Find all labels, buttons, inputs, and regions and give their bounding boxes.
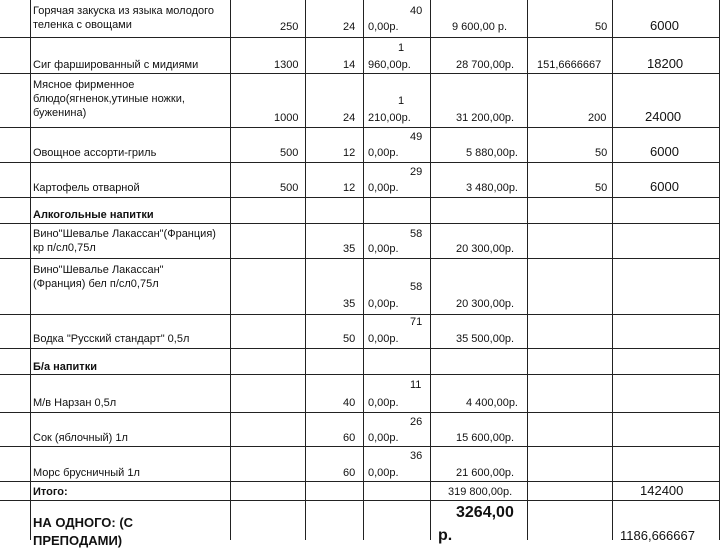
- per-person-suffix: р.: [438, 527, 453, 544]
- grid-line: [0, 127, 720, 128]
- item-name: Мясное фирменное блюдо(ягненок,утиные ножки, буженина): [33, 79, 185, 119]
- grid-line: [0, 314, 720, 315]
- item-price-b: 0,00р.: [368, 182, 399, 194]
- item-sum: 9 600,00 р.: [452, 21, 508, 33]
- item-sum: 20 300,00р.: [456, 298, 515, 310]
- item-qty: 1300: [274, 59, 299, 71]
- item-name: Морс брусничный 1л: [33, 467, 140, 479]
- item-sum: 21 600,00р.: [456, 467, 515, 479]
- item-sum: 35 500,00р.: [456, 333, 515, 345]
- item-count: 12: [343, 182, 356, 194]
- item-sum: 15 600,00р.: [456, 432, 515, 444]
- item-name: Сок (яблочный) 1л: [33, 432, 128, 444]
- item-count: 12: [343, 147, 356, 159]
- item-price-a: 1: [398, 95, 405, 107]
- item-price-a: 1: [398, 42, 405, 54]
- item-price-b: 0,00р.: [368, 397, 399, 409]
- grid-line: [230, 0, 231, 540]
- item-qty: 500: [280, 147, 299, 159]
- item-count: 40: [343, 397, 356, 409]
- item-sum: 31 200,00р.: [456, 112, 515, 124]
- item-name: Водка "Русский стандарт" 0,5л: [33, 333, 190, 345]
- item-count: 35: [343, 298, 356, 310]
- grid-line: [0, 37, 720, 38]
- section-title-alcohol: Алкогольные напитки: [33, 209, 154, 221]
- item-total: 6000: [650, 144, 679, 159]
- grid-line: [0, 348, 720, 349]
- item-count: 24: [343, 21, 356, 33]
- item-price-b: 0,00р.: [368, 432, 399, 444]
- item-sum: 5 880,00р.: [466, 147, 518, 159]
- item-per-person: 200: [588, 112, 607, 124]
- item-price-b: 210,00р.: [368, 112, 411, 124]
- item-price-a: 71: [410, 316, 423, 328]
- per-person-right: 1186,666667: [620, 528, 695, 543]
- item-sum: 3 480,00р.: [466, 182, 518, 194]
- item-price-a: 26: [410, 416, 423, 428]
- item-price-a: 49: [410, 131, 423, 143]
- total-value: 142400: [640, 483, 684, 498]
- item-count: 24: [343, 112, 356, 124]
- item-sum: 20 300,00р.: [456, 243, 515, 255]
- grid-line: [0, 223, 720, 224]
- item-name: Горячая закуска из языка молодого теленка с овощами: [33, 5, 215, 31]
- item-name: Овощное ассорти-гриль: [33, 147, 157, 159]
- total-label: Итого:: [33, 486, 68, 498]
- grid-line: [0, 374, 720, 375]
- grid-line: [0, 73, 720, 74]
- grid-line: [0, 412, 720, 413]
- item-sum: 28 700,00р.: [456, 59, 515, 71]
- grid-line: [363, 0, 364, 540]
- item-price-b: 960,00р.: [368, 59, 411, 71]
- item-per-person: 50: [595, 21, 608, 33]
- item-price-a: 58: [410, 228, 423, 240]
- item-name: Сиг фаршированный с мидиями: [33, 59, 199, 71]
- item-name: М/в Нарзан 0,5л: [33, 397, 117, 409]
- item-name: Вино"Шевалье Лакассан"(Франция) кр п/сл0,75л: [33, 228, 216, 254]
- grid-line: [305, 0, 306, 540]
- total-sum: 319 800,00р.: [448, 486, 513, 498]
- item-price-a: 40: [410, 5, 423, 17]
- item-price-a: 29: [410, 166, 423, 178]
- item-total: 24000: [645, 109, 682, 124]
- grid-line: [430, 0, 431, 540]
- grid-line: [0, 162, 720, 163]
- item-count: 35: [343, 243, 356, 255]
- per-person-label: НА ОДНОГО: (С ПРЕПОДАМИ): [33, 515, 134, 548]
- item-total: 6000: [650, 18, 679, 33]
- item-price-b: 0,00р.: [368, 243, 399, 255]
- item-price-a: 58: [410, 281, 423, 293]
- item-price-b: 0,00р.: [368, 298, 399, 310]
- item-per-person: 151,6666667: [537, 59, 602, 71]
- item-total: 6000: [650, 179, 679, 194]
- item-price-b: 0,00р.: [368, 333, 399, 345]
- grid-line: [0, 446, 720, 447]
- item-count: 60: [343, 467, 356, 479]
- item-qty: 500: [280, 182, 299, 194]
- item-count: 50: [343, 333, 356, 345]
- grid-line: [30, 0, 31, 540]
- grid-line: [527, 0, 528, 540]
- item-price-b: 0,00р.: [368, 467, 399, 479]
- grid-line: [0, 481, 720, 482]
- item-per-person: 50: [595, 147, 608, 159]
- grid-line: [612, 0, 613, 540]
- grid-line: [0, 500, 720, 501]
- item-sum: 4 400,00р.: [466, 397, 518, 409]
- section-title-soft-drinks: Б/а напитки: [33, 361, 97, 373]
- item-price-a: 36: [410, 450, 423, 462]
- item-name: Вино"Шевалье Лакассан"(Франция) бел п/сл0,75л: [33, 264, 164, 290]
- item-per-person: 50: [595, 182, 608, 194]
- grid-line: [0, 258, 720, 259]
- item-count: 14: [343, 59, 356, 71]
- item-name: Картофель отварной: [33, 182, 140, 194]
- item-count: 60: [343, 432, 356, 444]
- item-price-b: 0,00р.: [368, 147, 399, 159]
- item-qty: 1000: [274, 112, 299, 124]
- item-total: 18200: [647, 56, 684, 71]
- grid-line: [0, 197, 720, 198]
- item-price-a: 11: [410, 379, 422, 391]
- item-qty: 250: [280, 21, 299, 33]
- per-person-value: 3264,00: [456, 504, 514, 521]
- item-price-b: 0,00р.: [368, 21, 399, 33]
